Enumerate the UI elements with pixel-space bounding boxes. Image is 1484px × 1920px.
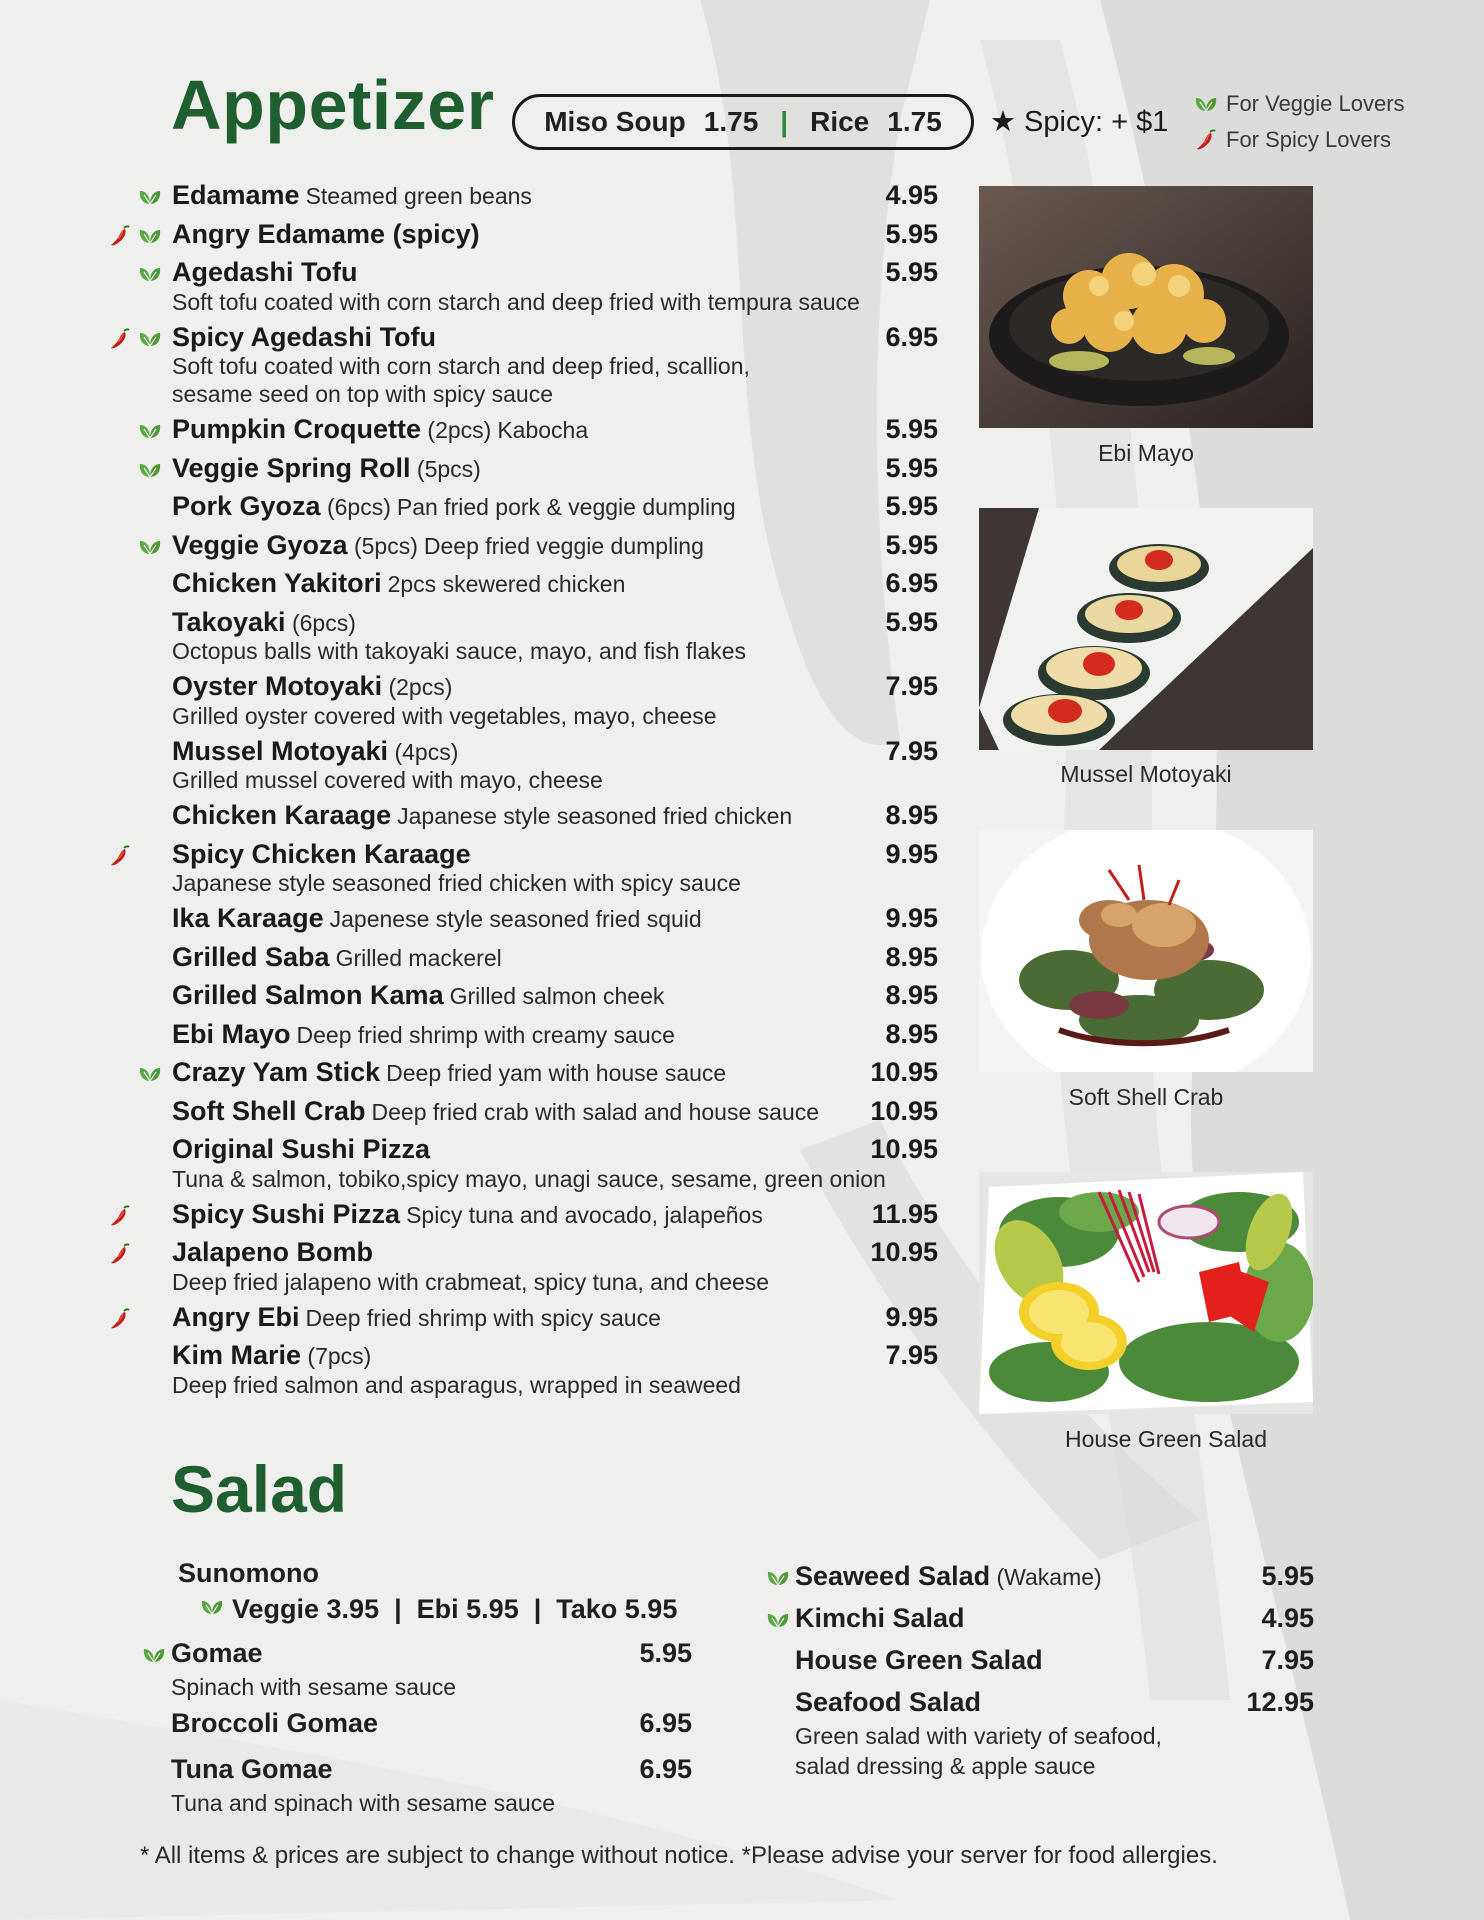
item-name: Veggie Gyoza — [172, 529, 348, 560]
item-qty: (7pcs) — [301, 1343, 372, 1369]
photo-house-green-salad — [979, 1172, 1313, 1414]
item-name: Oyster Motoyaki — [172, 671, 383, 701]
salad-item-price: 5.95 — [639, 1638, 692, 1668]
salad-item — [764, 1561, 1314, 1601]
menu-item — [108, 736, 938, 795]
menu-item — [108, 219, 938, 258]
item-description: Deep fried jalapeno with crabmeat, spicy tuna, and cheese — [172, 1268, 770, 1295]
salad-item-description: Tuna and spinach with sesame sauce — [171, 1790, 555, 1816]
photo-soft-shell-crab — [979, 830, 1313, 1072]
item-desc-inline: 2pcs skewered chicken — [387, 571, 626, 597]
leaf-icon — [138, 330, 162, 348]
item-name: Original Sushi Pizza — [172, 1134, 431, 1164]
caption-mussel-motoyaki: Mussel Motoyaki — [1060, 761, 1232, 787]
item-name: Veggie Spring Roll — [172, 452, 411, 483]
salad-item-price: 5.95 — [1261, 1561, 1314, 1591]
salad-item-name: Sunomono — [178, 1558, 319, 1588]
ebi-mayo-image — [979, 186, 1313, 428]
appetizer-list — [108, 180, 938, 1405]
item-name: Crazy Yam Stick — [172, 1057, 381, 1087]
item-price: 6.95 — [885, 321, 938, 352]
item-name: Pumpkin Croquette — [172, 414, 422, 444]
menu-item — [108, 980, 938, 1019]
item-name: Pork Gyoza — [172, 491, 321, 521]
salad-item-name: Seafood Salad — [795, 1687, 982, 1717]
item-price: 5.95 — [885, 606, 938, 637]
item-desc-inline: Deep fried veggie dumpling — [423, 532, 704, 559]
rice-label: Rice — [810, 106, 870, 137]
legend-veggie — [1192, 86, 1405, 122]
caption-ebi-mayo: Ebi Mayo — [1098, 440, 1194, 466]
salad-item-name: Seaweed Salad — [795, 1561, 991, 1591]
salad-item-price: 6.95 — [639, 1708, 692, 1738]
item-icons — [108, 1138, 170, 1164]
item-desc-inline: Deep fried shrimp with creamy sauce — [296, 1021, 675, 1048]
item-name: Chicken Karaage — [172, 800, 392, 830]
item-qty: (6pcs) — [320, 494, 391, 520]
item-price: 10.95 — [870, 1095, 938, 1126]
item-qty: (2pcs) — [382, 674, 453, 700]
item-icons — [108, 1100, 170, 1126]
photo-mussel-motoyaki — [979, 508, 1313, 750]
item-icons — [108, 418, 170, 444]
item-price: 7.95 — [885, 671, 938, 701]
salad-item-description: Spinach with sesame sauce — [171, 1674, 457, 1700]
item-price: 9.95 — [885, 903, 938, 933]
pepper-icon — [110, 1243, 130, 1265]
item-icons — [108, 1023, 170, 1049]
leaf-icon — [138, 265, 162, 283]
item-icons — [108, 223, 170, 249]
item-name: Grilled Salmon Kama — [172, 980, 444, 1010]
menu-item — [108, 322, 938, 409]
item-desc-inline: Japanese style seasoned fried chicken — [397, 803, 793, 829]
item-price: 9.95 — [885, 838, 938, 869]
photo-ebi-mayo — [979, 186, 1313, 428]
leaf-icon — [138, 461, 162, 479]
item-name: Ebi Mayo — [172, 1018, 291, 1049]
item-price: 10.95 — [870, 1057, 938, 1087]
item-description: Tuna & salmon, tobiko,spicy mayo, unagi sauce, sesame, green onion — [172, 1165, 886, 1192]
item-name: Ika Karaage — [172, 903, 324, 933]
item-name: Angry Ebi — [172, 1301, 300, 1332]
item-price: 8.95 — [885, 800, 938, 830]
item-icons — [108, 1241, 170, 1267]
item-desc-inline: Kabocha — [497, 417, 589, 443]
salad-left-column — [140, 1558, 692, 1818]
menu-item — [108, 1237, 938, 1296]
item-icons — [108, 611, 170, 637]
item-desc-inline: Pan fried pork & veggie dumpling — [396, 494, 736, 520]
pepper-icon — [110, 1205, 130, 1227]
item-icons — [108, 326, 170, 352]
salad-item-price: 7.95 — [1261, 1645, 1314, 1675]
menu-item — [108, 257, 938, 316]
salad-item — [764, 1645, 1314, 1685]
salad-item-name: Kimchi Salad — [795, 1603, 965, 1633]
item-name: Chicken Yakitori — [172, 568, 382, 598]
item-icons — [108, 495, 170, 521]
item-icons — [108, 457, 170, 483]
spicy-surcharge-note: ★ Spicy: + $1 — [990, 106, 1169, 138]
pepper-icon — [1192, 129, 1220, 151]
leaf-icon — [766, 1569, 790, 1587]
pepper-icon — [110, 225, 130, 247]
menu-item — [108, 180, 938, 219]
item-desc-inline: Grilled mackerel — [335, 944, 502, 971]
legend-spicy-label: For Spicy Lovers — [1226, 127, 1392, 152]
menu-item — [108, 453, 938, 492]
pepper-icon — [110, 845, 130, 867]
item-price: 11.95 — [871, 1198, 938, 1229]
item-price: 6.95 — [885, 568, 938, 598]
item-name: Angry Edamame (spicy) — [172, 218, 480, 249]
salad-item-name: Broccoli Gomae — [171, 1708, 379, 1738]
leaf-icon — [138, 538, 162, 556]
item-desc-inline: Japenese style seasoned fried squid — [329, 906, 702, 932]
item-icons — [108, 984, 170, 1010]
salad-right-column — [764, 1561, 1314, 1781]
leaf-icon — [138, 422, 162, 440]
item-icons — [108, 572, 170, 598]
leaf-icon — [138, 1065, 162, 1083]
item-name: Takoyaki — [172, 606, 286, 637]
menu-item — [108, 607, 938, 666]
item-name: Kim Marie — [172, 1340, 302, 1370]
leaf-icon — [200, 1598, 224, 1616]
miso-soup-label: Miso Soup — [544, 106, 686, 137]
item-desc-inline: Spicy tuna and avocado, jalapeños — [406, 1201, 763, 1228]
item-desc-inline: Deep fried yam with house sauce — [386, 1060, 727, 1086]
caption-soft-shell-crab: Soft Shell Crab — [1068, 1084, 1224, 1110]
menu-item — [108, 942, 938, 981]
item-description: Soft tofu coated with corn starch and deep fried with tempura sauce — [172, 288, 860, 315]
item-qty: (4pcs) — [388, 738, 459, 765]
item-name: Mussel Motoyaki — [172, 735, 389, 766]
leaf-icon — [142, 1646, 166, 1664]
salad-item — [140, 1638, 692, 1702]
item-qty: (5pcs) — [347, 532, 418, 559]
item-icons — [108, 1306, 170, 1332]
item-price: 5.95 — [885, 218, 938, 249]
item-price: 10.95 — [870, 1237, 938, 1267]
item-description: Soft tofu coated with corn starch and deep fried, scallion, sesame seed on top with spicy sauce — [172, 353, 750, 407]
icon-legend — [1192, 86, 1405, 158]
menu-item — [108, 1096, 938, 1135]
salad-item-price: 4.95 — [1261, 1603, 1314, 1633]
leaf-icon — [138, 188, 162, 206]
footer-disclaimer: * All items & prices are subject to change without notice. *Please advise your server for food allergies. — [140, 1842, 1218, 1869]
menu-item — [108, 530, 938, 569]
sunomono-options: Veggie 3.95 | Ebi 5.95 | Tako 5.95 — [232, 1594, 678, 1624]
item-price: 5.95 — [885, 491, 938, 521]
salad-item-qty: (Wakame) — [990, 1564, 1102, 1590]
menu-item — [108, 1199, 938, 1238]
item-description: Grilled oyster covered with vegetables, mayo, cheese — [172, 702, 717, 729]
item-price: 5.95 — [885, 257, 938, 287]
item-name: Jalapeno Bomb — [172, 1237, 374, 1267]
menu-item — [108, 1302, 938, 1341]
item-name: Spicy Chicken Karaage — [172, 838, 471, 869]
legend-spicy — [1192, 122, 1405, 158]
soft-shell-crab-image — [979, 830, 1313, 1072]
item-name: Soft Shell Crab — [172, 1095, 366, 1126]
menu-item — [108, 568, 938, 607]
pepper-icon — [110, 328, 130, 350]
miso-rice-price-box — [512, 94, 974, 150]
menu-item — [108, 800, 938, 839]
item-icons — [108, 1061, 170, 1087]
menu-item — [108, 1019, 938, 1058]
salad-item — [140, 1558, 692, 1632]
salad-item-price: 12.95 — [1246, 1687, 1314, 1717]
menu-item — [108, 839, 938, 898]
item-price: 5.95 — [885, 414, 938, 444]
item-description: Deep fried salmon and asparagus, wrapped in seaweed — [172, 1371, 741, 1398]
caption-house-green-salad: House Green Salad — [1064, 1426, 1267, 1452]
menu-item — [108, 671, 938, 730]
item-name: Spicy Agedashi Tofu — [172, 321, 437, 352]
item-price: 7.95 — [885, 1340, 938, 1370]
salad-item-name: Tuna Gomae — [171, 1754, 333, 1784]
item-icons — [108, 740, 170, 766]
item-description: Japanese style seasoned fried chicken with spicy sauce — [172, 870, 741, 896]
salad-item-name: Gomae — [171, 1638, 263, 1668]
menu-item — [108, 903, 938, 942]
item-price: 7.95 — [885, 735, 938, 766]
item-icons — [108, 675, 170, 701]
item-description: Grilled mussel covered with mayo, cheese — [172, 767, 603, 793]
item-icons — [108, 843, 170, 869]
item-icons — [108, 261, 170, 287]
item-icons — [108, 907, 170, 933]
salad-item-price: 6.95 — [639, 1754, 692, 1784]
salad-item — [764, 1687, 1314, 1781]
item-qty: (5pcs) — [410, 455, 481, 482]
item-desc-inline: Steamed green beans — [305, 183, 532, 209]
leaf-icon — [766, 1611, 790, 1629]
appetizer-heading: Appetizer — [171, 66, 495, 144]
menu-item — [108, 1057, 938, 1096]
miso-soup-price: 1.75 — [703, 106, 759, 137]
item-qty: (2pcs) — [421, 417, 492, 443]
pepper-icon — [110, 1308, 130, 1330]
item-name: Grilled Saba — [172, 941, 330, 972]
menu-item — [108, 491, 938, 530]
item-name: Agedashi Tofu — [172, 257, 358, 287]
item-icons — [108, 804, 170, 830]
item-price: 8.95 — [885, 1018, 938, 1049]
leaf-icon — [138, 227, 162, 245]
item-qty: (6pcs) — [285, 609, 356, 636]
item-price: 4.95 — [885, 180, 938, 210]
salad-item-description: Green salad with variety of seafood, salad dressing & apple sauce — [795, 1723, 1162, 1779]
item-description: Octopus balls with takoyaki sauce, mayo, and fish flakes — [172, 638, 747, 664]
pill-separator: | — [780, 106, 789, 137]
rice-price: 1.75 — [887, 106, 942, 137]
salad-item — [764, 1603, 1314, 1643]
house-green-salad-image — [979, 1172, 1313, 1414]
item-price: 8.95 — [885, 980, 938, 1010]
item-icons — [108, 1203, 170, 1229]
salad-item — [140, 1708, 692, 1748]
legend-veggie-label: For Veggie Lovers — [1226, 91, 1405, 116]
item-price: 5.95 — [885, 452, 938, 483]
item-price: 8.95 — [885, 941, 938, 972]
item-price: 10.95 — [870, 1134, 938, 1164]
menu-item — [108, 1134, 938, 1193]
item-icons — [108, 946, 170, 972]
menu-item — [108, 1340, 938, 1399]
item-desc-inline: Deep fried shrimp with spicy sauce — [305, 1304, 661, 1331]
item-icons — [108, 534, 170, 560]
salad-heading: Salad — [171, 1452, 348, 1526]
item-desc-inline: Grilled salmon cheek — [449, 983, 665, 1009]
item-desc-inline: Deep fried crab with salad and house sauce — [371, 1098, 820, 1125]
salad-item-name: House Green Salad — [795, 1645, 1043, 1675]
item-price: 9.95 — [885, 1301, 938, 1332]
menu-item — [108, 414, 938, 453]
item-icons — [108, 1344, 170, 1370]
item-price: 5.95 — [885, 529, 938, 560]
item-name: Spicy Sushi Pizza — [172, 1198, 401, 1229]
item-icons — [108, 184, 170, 210]
leaf-icon — [1192, 95, 1220, 113]
item-name: Edamame — [172, 180, 300, 210]
salad-item — [140, 1754, 692, 1818]
mussel-motoyaki-image — [979, 508, 1313, 750]
